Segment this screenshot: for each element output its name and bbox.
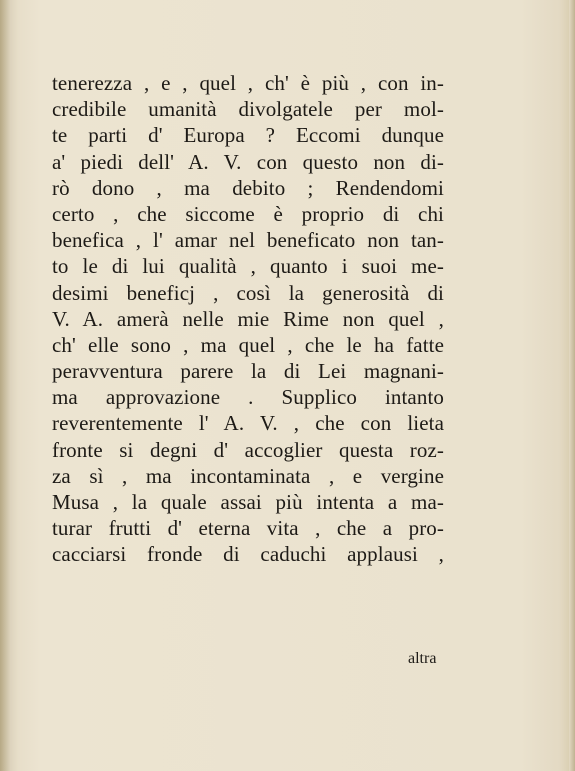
text-line: turar frutti d' eterna vita , che a pro- — [52, 516, 444, 541]
text-line: rò dono , ma debito ; Rendendomi — [52, 175, 444, 200]
text-line: Musa , la quale assai più intenta a ma- — [52, 490, 444, 514]
text-line: credibile umanità divolgatele per mol- — [52, 97, 444, 122]
text-line: te parti d' Europa ? Eccomi dunque — [52, 123, 444, 148]
text-line: reverentemente l' A. V. , che con lieta — [52, 411, 444, 436]
text-line: fronte si degni d' accoglier questa roz- — [52, 437, 444, 462]
text-line: certo , che siccome è proprio di chi — [52, 201, 444, 226]
text-line: ma approvazione . Supplico intanto — [52, 385, 444, 410]
text-line: ch' elle sono , ma quel , che le ha fatte — [52, 332, 444, 357]
text-line: tenerezza , e , quel , ch' è più , con in- — [52, 71, 444, 95]
page-edge-shadow — [569, 0, 575, 771]
body-text — [52, 70, 444, 568]
text-line: benefica , l' amar nel beneficato non tan- — [52, 228, 444, 253]
text-line: desimi beneficj , così la generosità di — [52, 280, 444, 305]
text-line: a' piedi dell' A. V. con questo non di- — [52, 149, 444, 174]
catchword: altra — [408, 650, 437, 667]
text-line: to le di lui qualità , quanto i suoi me- — [52, 254, 444, 279]
page-binding-shadow — [0, 0, 10, 771]
text-line: peravventura parere la di Lei magnani- — [52, 359, 444, 384]
text-line: V. A. amerà nelle mie Rime non quel , — [52, 306, 444, 331]
text-line: za sì , ma incontaminata , e vergine — [52, 463, 444, 488]
text-line: cacciarsi fronde di caduchi applausi , — [52, 542, 444, 567]
